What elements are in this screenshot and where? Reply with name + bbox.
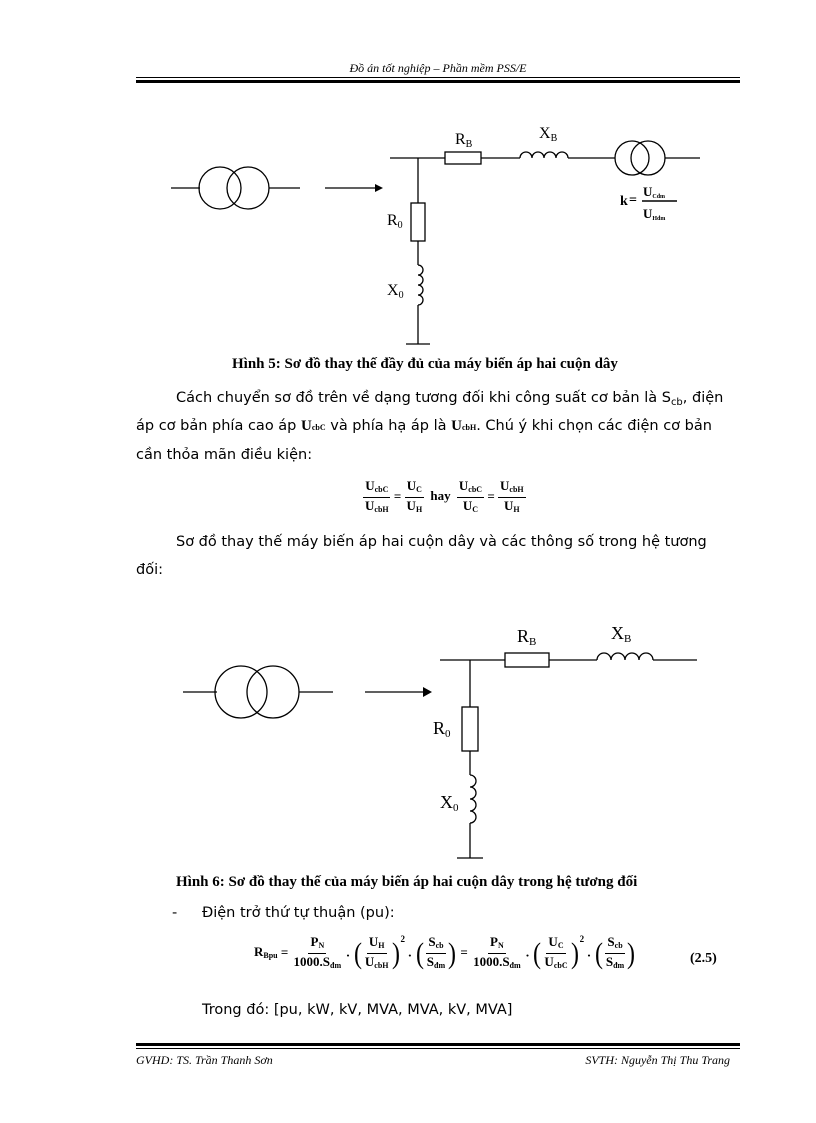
fig6-x0-label: X0: [440, 792, 459, 814]
paragraph-line-3: cần thỏa mãn điều kiện:: [136, 447, 313, 463]
bullet-dash: -: [172, 905, 178, 921]
figure-5-caption: Hình 5: Sơ đồ thay thế đầy đủ của máy biến áp hai cuộn dây: [232, 356, 618, 372]
fig5-k-denominator: UHđm: [643, 206, 666, 222]
header-rule-thin: [136, 77, 740, 78]
fig5-x0-label: X0: [387, 282, 404, 301]
figure-6-diagram: [175, 615, 715, 865]
figure-5-diagram: [165, 115, 725, 350]
page-header: Đồ án tốt nghiệp – Phần mềm PSS/E: [349, 61, 527, 75]
equation-base-condition: $\frac{U_{cbC}}{U_{cbH}}$ = $\frac{U_C}{U_H}$ hay $\frac{U_{cbC}}{U_C}$ = $\frac{U_{cbH}}{U_H}$: [365, 478, 524, 514]
figure-6-caption: Hình 6: Sơ đồ thay thế của máy biến áp hai cuộn dây trong hệ tương đối: [176, 874, 638, 890]
fig5-xb-label: XB: [539, 125, 558, 144]
fig6-xb-label: XB: [611, 623, 632, 645]
footer-supervisor: GVHD: TS. Trần Thanh Sơn: [136, 1053, 273, 1067]
paragraph-base-conversion: Cách chuyển sơ đồ trên về dạng tương đối khi công suất cơ bản là S: [176, 390, 671, 406]
paragraph-relative-intro: Sơ đồ thay thế máy biến áp hai cuộn dây và các thông số trong hệ tương: [176, 534, 707, 550]
footer-rule-thick: [136, 1043, 740, 1046]
footer-student: SVTH: Nguyễn Thị Thu Trang: [585, 1053, 730, 1067]
fig5-k-numerator: UCđm: [643, 184, 666, 200]
paragraph-relative-intro-2: đối:: [136, 562, 163, 578]
fig6-r0-label: R0: [433, 718, 451, 740]
fig5-r0-label: R0: [387, 212, 403, 231]
fig6-rb-label: RB: [517, 626, 537, 648]
bullet-text: Điện trở thứ tự thuận (pu):: [202, 905, 395, 921]
paragraph-line-2: áp cơ bản phía cao áp UcbC và phía hạ áp là UcbH. Chú ý khi chọn các điện cơ bản: [136, 418, 712, 434]
fig5-rb-label: RB: [455, 131, 473, 150]
fig5-k-label: k: [620, 194, 628, 209]
footer-rule-thin: [136, 1048, 740, 1049]
equation-2-5: $R_{Bpu}$ = $\frac{P_N}{1000.S_{đm}}$ . ( $\frac{U_H}{U_{cbH}}$ ) $^2$ . ( $\frac{S_{cb}}{S_{đm}}$ ) = $\frac{P_N}{1000.S_{đm}}$ . ( $\frac{U_C}{U_{cbC}}$ ) $^2$ . ( $\frac{S_{cb}}{S_{đm}}$ ): [254, 934, 636, 970]
equation-number: (2.5): [690, 951, 717, 966]
svg-text:=: =: [629, 193, 637, 208]
units-line: Trong đó: [pu, kW, kV, MVA, MVA, kV, MVA]: [202, 1002, 513, 1018]
header-rule-thick: [136, 80, 740, 83]
